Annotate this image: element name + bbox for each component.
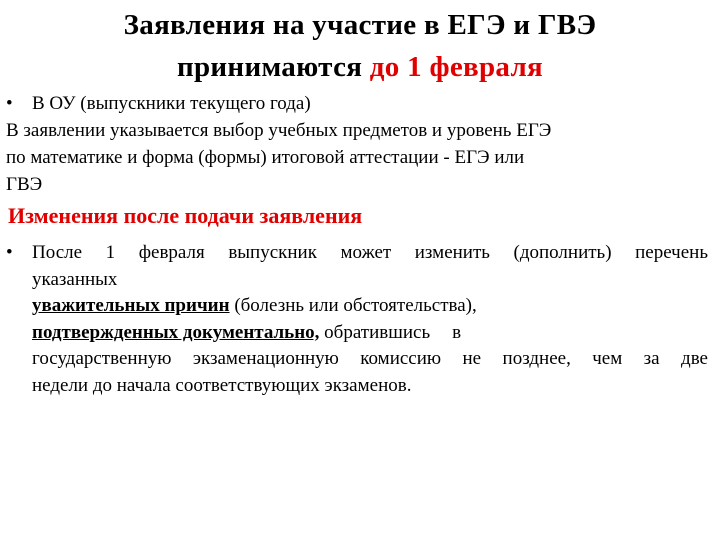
changes-line-1 (6, 240, 708, 267)
changes-line-3 (6, 293, 708, 320)
changes-block (6, 240, 708, 399)
title-deadline: до 1 февраля (369, 51, 544, 83)
title-line-2 (0, 46, 720, 88)
changes-line-4-end: в (452, 321, 462, 343)
application-info-block (6, 90, 706, 198)
changes-line-4 (6, 320, 708, 347)
paragraph-line: по математике и форма (формы) итоговой аттестации - ЕГЭ или (6, 147, 525, 168)
changes-line-1-text: После 1 февраля выпускник может изменить (дополнить) перечень (32, 242, 708, 263)
valid-reasons-text: уважительных причин (32, 295, 230, 316)
changes-line-2: указанных (32, 268, 118, 290)
section-heading: Изменения после подачи заявления (8, 203, 363, 228)
bullet-item-ou (6, 90, 706, 117)
title-line-2-prefix: принимаются (176, 51, 370, 83)
paragraph-line: ГВЭ (6, 174, 43, 195)
bullet-text: В ОУ (выпускники текущего года) (32, 93, 311, 114)
slide-title (0, 4, 720, 88)
documented-text: подтвержденных документально, (32, 321, 320, 343)
paragraph-line: В заявлении указывается выбор учебных предметов и уровень ЕГЭ (6, 120, 552, 141)
changes-line-4-rest: обратившись (324, 321, 431, 343)
changes-line-5: государственную экзаменационную комиссию не позднее, чем за две (32, 348, 708, 369)
bullet-icon: • (6, 242, 13, 263)
changes-line-6: недели до начала соответствующих экзаменов. (32, 374, 412, 396)
title-line-1: Заявления на участие в ЕГЭ и ГВЭ (123, 9, 597, 41)
bullet-icon: • (6, 93, 13, 114)
changes-line-3-rest: (болезнь или обстоятельства), (229, 295, 477, 316)
